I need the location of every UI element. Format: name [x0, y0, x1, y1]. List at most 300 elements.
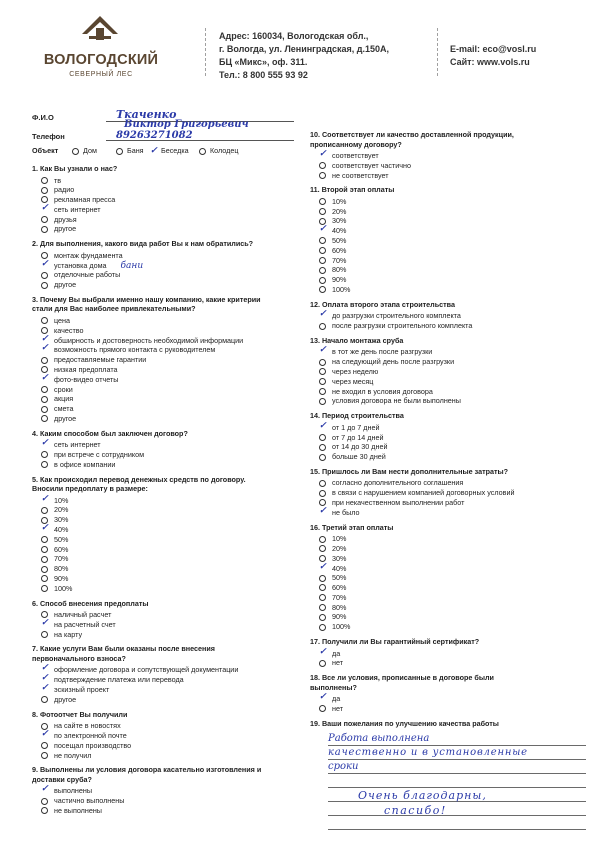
- answer-option[interactable]: [310, 347, 590, 357]
- answer-option[interactable]: [310, 396, 590, 406]
- question-block: [32, 765, 294, 815]
- wish-line: [328, 759, 586, 760]
- option-label: да: [332, 648, 341, 658]
- radio-icon: [41, 216, 48, 223]
- checkmark-icon: ✓: [319, 224, 327, 235]
- option-label: 50%: [332, 236, 347, 246]
- answer-option[interactable]: [32, 741, 294, 751]
- answer-option[interactable]: [32, 215, 294, 225]
- checkmark-icon: ✓: [41, 493, 49, 504]
- company-logo: [36, 14, 166, 86]
- checkmark-icon: ✓: [41, 438, 49, 449]
- option-label: отделочные работы: [54, 270, 121, 280]
- right-column: [310, 130, 590, 843]
- checkmark-icon: ✓: [319, 345, 327, 356]
- site-text: Сайт: www.vols.ru: [450, 57, 530, 67]
- answer-option[interactable]: [32, 185, 294, 195]
- object-option[interactable]: Дом: [72, 145, 97, 157]
- object-option[interactable]: Баня: [116, 145, 144, 157]
- answer-option[interactable]: [32, 564, 294, 574]
- question-block: [32, 475, 294, 594]
- radio-icon: [41, 546, 48, 553]
- answer-option[interactable]: [310, 161, 590, 171]
- radio-icon: [319, 536, 326, 543]
- radio-icon: [319, 198, 326, 205]
- address-line: Адрес: 160034, Вологодская обл.,: [219, 31, 369, 41]
- answer-option[interactable]: [310, 622, 590, 632]
- object-option[interactable]: Колодец: [199, 145, 238, 157]
- answer-option[interactable]: [310, 311, 590, 321]
- answer-option[interactable]: [310, 367, 590, 377]
- question-block: [32, 644, 294, 704]
- option-label: на сайте в новостях: [54, 721, 121, 731]
- answer-option[interactable]: [32, 665, 294, 675]
- email-text: E-mail: eco@vosl.ru: [450, 44, 537, 54]
- answer-option[interactable]: [32, 224, 294, 234]
- radio-icon: [319, 480, 326, 487]
- option-label: от 7 до 14 дней: [332, 432, 384, 442]
- answer-option[interactable]: [32, 525, 294, 535]
- option-label: в связи с нарушением компанией договорных условий: [332, 488, 515, 498]
- checkmark-icon: ✓: [319, 309, 327, 320]
- radio-icon: [319, 545, 326, 552]
- wish-line: [328, 815, 586, 816]
- option-label: низкая предоплата: [54, 364, 118, 374]
- option-label: при встрече с сотрудником: [54, 450, 145, 460]
- option-label: 40%: [332, 563, 347, 573]
- option-label: 20%: [332, 543, 347, 553]
- option-label: другое: [54, 224, 77, 234]
- option-label: 60%: [332, 245, 347, 255]
- option-label: нет: [332, 658, 344, 668]
- answer-option[interactable]: [310, 593, 590, 603]
- fio-label: Ф.И.О: [32, 113, 54, 122]
- answer-option[interactable]: [32, 574, 294, 584]
- answer-option[interactable]: [32, 610, 294, 620]
- option-label: соответствует: [332, 151, 379, 160]
- answer-option[interactable]: [32, 493, 294, 506]
- wish-line: [328, 787, 586, 788]
- option-label: на следующий день после разгрузки: [332, 357, 455, 367]
- option-label: 20%: [332, 206, 347, 216]
- option-label: не соответствует: [332, 170, 389, 180]
- option-label: оформление договора и сопутствующей документации: [54, 665, 239, 675]
- answer-option[interactable]: [310, 275, 590, 285]
- option-label: 30%: [332, 216, 347, 226]
- divider: [205, 28, 206, 76]
- answer-option[interactable]: [310, 236, 590, 246]
- option-label: эскизный проект: [54, 685, 110, 695]
- option-label: сеть интернет: [54, 440, 101, 450]
- answer-option[interactable]: [32, 385, 294, 395]
- question-title: 17. Получили ли Вы гарантийный сертификат?: [310, 637, 480, 647]
- radio-icon: [199, 148, 206, 155]
- question-block: [32, 239, 294, 290]
- option-label: 10%: [332, 196, 347, 206]
- answer-option[interactable]: [32, 450, 294, 460]
- house-logo-icon: [80, 14, 120, 50]
- answer-option[interactable]: [32, 270, 294, 280]
- option-label: тв: [54, 175, 62, 185]
- option-label: после разгрузки строительного комплекта: [332, 321, 473, 331]
- answer-option[interactable]: [310, 321, 590, 331]
- phone-line: Тел.: 8 800 555 93 92: [219, 70, 308, 80]
- question-title: 14. Период строительства: [310, 411, 404, 421]
- answer-option[interactable]: [310, 151, 590, 161]
- option-label: выполнены: [54, 786, 93, 796]
- option-label: 70%: [54, 554, 69, 564]
- fio-value-name[interactable]: Виктор Григорьевич: [124, 119, 249, 130]
- option-label: от 14 до 30 дней: [332, 442, 388, 452]
- answer-option[interactable]: [32, 414, 294, 424]
- option-label: 40%: [332, 226, 347, 236]
- answer-option[interactable]: [310, 207, 590, 217]
- question-title: 6. Способ внесения предоплаты: [32, 598, 149, 608]
- option-label: 50%: [332, 573, 347, 583]
- question-title: 7. Какие услуги Вам были оказаны после внесения первоначального взноса?: [32, 644, 215, 663]
- company-address: [219, 30, 389, 82]
- answer-option[interactable]: [310, 603, 590, 613]
- answer-option[interactable]: [32, 617, 294, 630]
- radio-icon: [41, 406, 48, 413]
- radio-icon: [319, 594, 326, 601]
- option-label: не входил в условия договора: [332, 386, 433, 396]
- radio-icon: [41, 357, 48, 364]
- radio-icon: [319, 575, 326, 582]
- fio-value-surname[interactable]: Ткаченко: [116, 108, 177, 121]
- radio-icon: [41, 566, 48, 573]
- radio-icon: [41, 272, 48, 279]
- radio-icon: [41, 396, 48, 403]
- option-label: сеть интернет: [54, 204, 101, 214]
- answer-option[interactable]: [32, 535, 294, 545]
- option-label: до разгрузки строительного комплекта: [332, 311, 461, 321]
- answer-option[interactable]: [32, 355, 294, 365]
- answer-option[interactable]: [32, 176, 294, 186]
- checkmark-icon: ✓: [41, 343, 49, 354]
- brand-name: ВОЛОГОДСКИЙ: [43, 52, 159, 68]
- radio-icon: [319, 368, 326, 375]
- radio-icon: [319, 257, 326, 264]
- radio-icon: [319, 162, 326, 169]
- radio-icon: [41, 696, 48, 703]
- answer-option[interactable]: [310, 498, 590, 508]
- letterhead: [0, 0, 615, 100]
- radio-icon: [319, 434, 326, 441]
- answer-option[interactable]: [32, 721, 294, 731]
- radio-icon: [41, 575, 48, 582]
- option-label: 10%: [332, 534, 347, 544]
- address-line: БЦ «Микс», оф. 311.: [219, 57, 308, 67]
- question-block: [310, 300, 590, 331]
- answer-option[interactable]: [32, 365, 294, 375]
- answer-option[interactable]: [32, 630, 294, 640]
- option-label: 90%: [332, 275, 347, 285]
- question-block: [310, 336, 590, 406]
- option-label: предоставляемые гарантии: [54, 355, 147, 365]
- radio-icon: [41, 742, 48, 749]
- answer-option[interactable]: [32, 404, 294, 414]
- radio-icon: [319, 237, 326, 244]
- checkmark-icon: ✓: [41, 683, 49, 694]
- checkmark-icon: ✓: [319, 420, 327, 431]
- answer-option[interactable]: [310, 658, 590, 668]
- checkmark-icon: ✓: [319, 646, 327, 657]
- address-line: г. Вологда, ул. Ленинградская, д.150А,: [219, 44, 390, 54]
- wish-line: [328, 773, 586, 774]
- answer-option[interactable]: [310, 387, 590, 397]
- option-label: 100%: [332, 285, 351, 295]
- answer-option[interactable]: [32, 440, 294, 450]
- question-block: [32, 295, 294, 424]
- answer-option[interactable]: [32, 333, 294, 346]
- radio-icon: [41, 461, 48, 468]
- radio-icon: [319, 247, 326, 254]
- radio-icon: [41, 585, 48, 592]
- radio-icon: [41, 415, 48, 422]
- question-title: 4. Каким способом был заключен договор?: [32, 428, 188, 438]
- option-label: 100%: [54, 583, 73, 593]
- answer-option[interactable]: [310, 544, 590, 554]
- option-label: 80%: [332, 265, 347, 275]
- answer-option[interactable]: [310, 646, 590, 659]
- answer-option[interactable]: [310, 704, 590, 714]
- answer-option[interactable]: [310, 505, 590, 518]
- option-label: 10%: [54, 495, 69, 505]
- phone-value[interactable]: 89263271082: [116, 130, 193, 141]
- radio-icon: [41, 631, 48, 638]
- radio-icon: [319, 398, 326, 405]
- answer-option[interactable]: [32, 751, 294, 761]
- answer-option[interactable]: [32, 251, 294, 261]
- option-label: при некачественном выполнении работ: [332, 498, 465, 508]
- option-label: не выполнены: [54, 805, 102, 815]
- radio-icon: [319, 490, 326, 497]
- option-label: радио: [54, 185, 75, 195]
- option-label: наличный расчет: [54, 610, 112, 620]
- question-block: [310, 467, 590, 518]
- option-label: другое: [54, 694, 77, 704]
- checkmark-icon: ✓: [319, 692, 327, 703]
- option-label: не получил: [54, 750, 92, 760]
- question-block: [32, 599, 294, 640]
- answer-option[interactable]: [310, 197, 590, 207]
- radio-icon: [319, 378, 326, 385]
- radio-icon: [41, 317, 48, 324]
- answer-option[interactable]: [32, 584, 294, 594]
- answer-option[interactable]: [310, 694, 590, 704]
- answer-option[interactable]: [32, 675, 294, 685]
- answer-option[interactable]: [310, 377, 590, 387]
- option-label: 100%: [332, 622, 351, 632]
- question-title: 8. Фотоотчет Вы получили: [32, 709, 128, 719]
- answer-option[interactable]: [32, 280, 294, 290]
- radio-icon: [41, 226, 48, 233]
- left-questions: [32, 164, 294, 816]
- answer-option[interactable]: [310, 246, 590, 256]
- answer-option[interactable]: [32, 695, 294, 705]
- left-column: [32, 108, 294, 821]
- option-label: 80%: [332, 602, 347, 612]
- question-block: [310, 637, 590, 668]
- option-label: рекламная пресса: [54, 195, 116, 205]
- wish-text: Очень благодарны,: [358, 789, 487, 803]
- question-title: 13. Начало монтажа сруба: [310, 335, 404, 345]
- answer-option[interactable]: [32, 460, 294, 470]
- answer-option[interactable]: [32, 394, 294, 404]
- answer-option[interactable]: [32, 545, 294, 555]
- question-block: [310, 523, 590, 632]
- answer-option[interactable]: [32, 345, 294, 355]
- option-label: нет: [332, 703, 344, 713]
- answer-option[interactable]: [32, 806, 294, 816]
- checkmark-icon: ✓: [319, 149, 327, 159]
- option-label: по электронной почте: [54, 730, 127, 740]
- radio-icon: [116, 148, 123, 155]
- checkmark-icon: ✓: [41, 673, 49, 684]
- option-label: соответствует частично: [332, 160, 411, 170]
- option-label: через неделю: [332, 367, 379, 377]
- wish-text: Работа выполнена: [328, 733, 430, 745]
- radio-icon: [319, 705, 326, 712]
- option-label: качество: [54, 325, 84, 335]
- answer-option[interactable]: [310, 357, 590, 367]
- answer-option[interactable]: [32, 195, 294, 205]
- option-label: подтверждение платежа или перевода: [54, 675, 184, 685]
- option-label: друзья: [54, 214, 77, 224]
- answer-option[interactable]: [310, 488, 590, 498]
- radio-icon: [319, 444, 326, 451]
- answer-option[interactable]: [32, 796, 294, 806]
- radio-icon: [319, 277, 326, 284]
- question-title: 5. Как происходил перевод денежных средств по договору. Вносили предоплату в размере:: [32, 474, 246, 494]
- radio-icon: [41, 798, 48, 805]
- option-label: 70%: [332, 592, 347, 602]
- option-label: в тот же день после разгрузки: [332, 347, 433, 357]
- option-label: условия договора не были выполнены: [332, 396, 461, 406]
- answer-option[interactable]: [310, 226, 590, 236]
- answer-option[interactable]: [310, 285, 590, 295]
- question-title: 3. Почему Вы выбрали именно нашу компанию, какие критерии стали для Вас наиболее привлекательными?: [32, 294, 261, 314]
- answer-option[interactable]: [32, 258, 294, 271]
- checkmark-icon: ✓: [41, 784, 49, 795]
- object-option-selected[interactable]: ✓ Беседка: [150, 146, 189, 156]
- option-label: на расчетный счет: [54, 619, 116, 629]
- answer-option[interactable]: [32, 202, 294, 215]
- radio-icon: [41, 177, 48, 184]
- option-label: 50%: [54, 534, 69, 544]
- option-label: согласно дополнительного соглашения: [332, 478, 464, 488]
- answer-option[interactable]: [310, 442, 590, 452]
- option-label: 60%: [54, 544, 69, 554]
- answer-option[interactable]: [32, 786, 294, 796]
- checkmark-icon: ✓: [319, 505, 327, 516]
- answer-option[interactable]: [310, 573, 590, 583]
- radio-icon: [319, 660, 326, 667]
- radio-icon: [41, 282, 48, 289]
- radio-icon: [41, 807, 48, 814]
- answer-option[interactable]: [310, 256, 590, 266]
- answer-option[interactable]: [310, 478, 590, 488]
- divider: [437, 28, 438, 76]
- radio-icon: [41, 451, 48, 458]
- answer-option[interactable]: [310, 554, 590, 564]
- answer-option[interactable]: [310, 171, 590, 181]
- option-label: 60%: [332, 583, 347, 593]
- option-label: 40%: [54, 525, 69, 535]
- answer-option[interactable]: [32, 685, 294, 695]
- answer-option[interactable]: [32, 505, 294, 515]
- answer-option[interactable]: [32, 728, 294, 741]
- option-label: смета: [54, 404, 74, 414]
- question-title: 16. Третий этап оплаты: [310, 522, 394, 532]
- question-block: [32, 164, 294, 234]
- answer-option[interactable]: [32, 372, 294, 385]
- question-title: 18. Все ли условия, прописанные в договоре были выполнены?: [310, 673, 494, 692]
- radio-icon: [41, 752, 48, 759]
- question-title: 10. Соответствует ли качество доставленной продукции, прописанному договору?: [310, 130, 514, 149]
- checkmark-icon: ✓: [41, 372, 49, 383]
- wish-line: [328, 829, 586, 830]
- option-label: монтаж фундамента: [54, 250, 123, 260]
- answer-option[interactable]: [310, 534, 590, 544]
- radio-icon: [319, 208, 326, 215]
- question-block: [310, 411, 590, 462]
- answer-option[interactable]: [32, 515, 294, 525]
- option-label: акция: [54, 394, 74, 404]
- option-label: больше 30 дней: [332, 452, 386, 462]
- radio-icon: [319, 267, 326, 274]
- answer-option[interactable]: [310, 420, 590, 433]
- radio-icon: [319, 604, 326, 611]
- question-title: 15. Пришлось ли Вам нести дополнительные затраты?: [310, 466, 509, 476]
- answer-option[interactable]: [310, 612, 590, 622]
- checkmark-icon: ✓: [150, 146, 158, 156]
- option-label: другое: [54, 280, 77, 290]
- question-block: [310, 130, 590, 180]
- radio-icon: [41, 386, 48, 393]
- phone-label: Телефон: [32, 132, 65, 141]
- brand-subtitle: СЕВЕРНЫЙ ЛЕС: [69, 71, 133, 78]
- wishes-area[interactable]: [310, 733, 590, 843]
- answer-option[interactable]: [32, 316, 294, 326]
- checkmark-icon: ✓: [41, 333, 49, 344]
- option-label: частично выполнены: [54, 796, 125, 806]
- option-label: посещал производство: [54, 740, 132, 750]
- checkmark-icon: ✓: [319, 561, 327, 572]
- answer-option[interactable]: [310, 561, 590, 574]
- option-label: возможность прямого контакта с руководителем: [54, 345, 216, 355]
- radio-icon: [41, 507, 48, 514]
- option-label: на карту: [54, 629, 83, 639]
- option-label: да: [332, 694, 341, 704]
- answer-option[interactable]: [310, 583, 590, 593]
- radio-icon: [319, 624, 326, 631]
- question-block: [32, 710, 294, 761]
- answer-option[interactable]: [310, 452, 590, 462]
- answer-option[interactable]: [310, 433, 590, 443]
- radio-icon: [319, 454, 326, 461]
- answer-option[interactable]: [32, 326, 294, 336]
- answer-option[interactable]: [32, 554, 294, 564]
- option-label: цена: [54, 315, 70, 325]
- wish-text: сроки: [328, 761, 359, 773]
- answer-option[interactable]: [310, 216, 590, 226]
- answer-option[interactable]: [310, 265, 590, 275]
- option-label: другое: [54, 413, 77, 423]
- question-block: [310, 185, 590, 294]
- right-questions: [310, 130, 590, 728]
